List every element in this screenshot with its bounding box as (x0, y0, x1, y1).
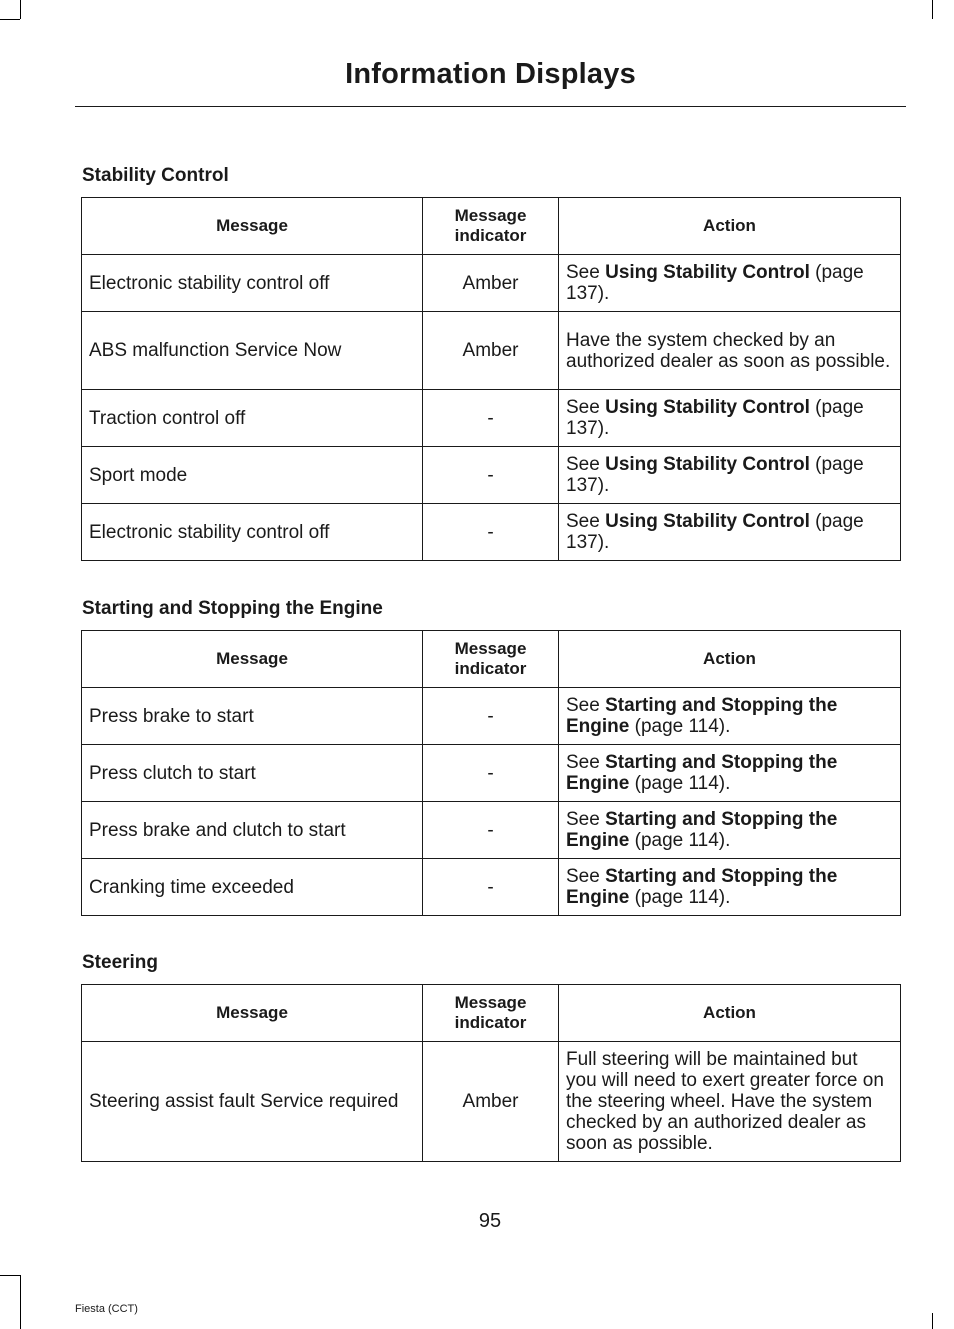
action-text: (page 114). (629, 887, 731, 908)
crop-mark (0, 1275, 20, 1276)
column-header-message: Message (82, 631, 423, 688)
column-header-indicator: Message indicator (423, 985, 559, 1042)
action-reference-link[interactable]: Starting and Stopping the Engine (566, 752, 838, 794)
action-text: See (566, 397, 606, 418)
table-row (82, 255, 901, 312)
table-row (82, 447, 901, 504)
action-reference-link[interactable]: Using Stability Control (605, 511, 810, 532)
action-text: Have the system checked by an authorized dealer as soon as possible. (566, 329, 891, 372)
action-cell (559, 504, 901, 561)
column-header-message: Message (82, 985, 423, 1042)
table-header-row (82, 985, 901, 1042)
indicator-cell: - (423, 504, 559, 561)
action-text: See (566, 262, 606, 283)
indicator-cell: Amber (423, 255, 559, 312)
message-cell: Cranking time exceeded (82, 859, 423, 916)
steering-table (81, 984, 901, 1162)
action-text: (page 137). (566, 262, 864, 304)
table-header-row (82, 631, 901, 688)
action-text: (page 137). (566, 454, 864, 496)
crop-mark (20, 1275, 21, 1329)
action-text: (page 137). (566, 397, 864, 439)
indicator-cell: - (423, 688, 559, 745)
action-reference-link[interactable]: Using Stability Control (605, 454, 810, 475)
column-header-action: Action (559, 631, 901, 688)
action-cell (559, 255, 901, 312)
action-text: Full steering will be maintained but you will need to exert greater force on the steering wheel. Have the system checked by an authorized dealer as soon as possible. (566, 1049, 884, 1154)
crop-mark (932, 1313, 933, 1329)
action-text: See (566, 454, 606, 475)
footer-model-label: Fiesta (CCT) (75, 1303, 138, 1315)
crop-mark (0, 19, 20, 20)
column-header-message: Message (82, 198, 423, 255)
table-row (82, 504, 901, 561)
indicator-cell: - (423, 859, 559, 916)
message-cell: Press brake and clutch to start (82, 802, 423, 859)
table-row (82, 688, 901, 745)
message-cell: ABS malfunction Service Now (82, 312, 423, 390)
title-divider (75, 106, 906, 107)
action-cell (559, 859, 901, 916)
table-row (82, 745, 901, 802)
action-text: (page 114). (629, 716, 731, 737)
action-text: (page 114). (629, 830, 731, 851)
column-header-indicator: Message indicator (423, 631, 559, 688)
indicator-cell: - (423, 390, 559, 447)
action-cell (559, 390, 901, 447)
table-header-row (82, 198, 901, 255)
action-text: See (566, 511, 606, 532)
action-text: (page 114). (629, 773, 731, 794)
indicator-cell: Amber (423, 1042, 559, 1162)
crop-mark (932, 0, 933, 19)
action-cell (559, 802, 901, 859)
table-row (82, 1042, 901, 1162)
table-row (82, 859, 901, 916)
table-row (82, 312, 901, 390)
indicator-cell: - (423, 745, 559, 802)
action-reference-link[interactable]: Using Stability Control (605, 262, 810, 283)
action-cell (559, 1042, 901, 1162)
section-heading-starting-stopping: Starting and Stopping the Engine (82, 598, 383, 619)
action-cell (559, 688, 901, 745)
crop-mark (20, 0, 21, 19)
action-text: See (566, 866, 606, 887)
action-cell (559, 447, 901, 504)
column-header-action: Action (559, 985, 901, 1042)
section-heading-steering: Steering (82, 952, 159, 973)
action-text: See (566, 695, 606, 716)
page-number: 95 (478, 1210, 502, 1232)
indicator-cell: - (423, 802, 559, 859)
action-reference-link[interactable]: Starting and Stopping the Engine (566, 809, 838, 851)
column-header-action: Action (559, 198, 901, 255)
action-text: See (566, 809, 606, 830)
action-cell (559, 312, 901, 390)
message-cell: Sport mode (82, 447, 423, 504)
indicator-cell: - (423, 447, 559, 504)
action-text: (page 137). (566, 511, 864, 553)
message-cell: Electronic stability control off (82, 504, 423, 561)
table-row (82, 802, 901, 859)
message-cell: Press brake to start (82, 688, 423, 745)
message-cell: Press clutch to start (82, 745, 423, 802)
message-cell: Traction control off (82, 390, 423, 447)
section-heading-stability-control: Stability Control (82, 165, 229, 186)
page-title: Information Displays (345, 58, 636, 90)
action-cell (559, 745, 901, 802)
message-cell: Electronic stability control off (82, 255, 423, 312)
starting-stopping-table (81, 630, 901, 916)
stability-control-table (81, 197, 901, 561)
action-text: See (566, 752, 606, 773)
message-cell: Steering assist fault Service required (82, 1042, 423, 1162)
action-reference-link[interactable]: Starting and Stopping the Engine (566, 866, 838, 908)
table-row (82, 390, 901, 447)
column-header-indicator: Message indicator (423, 198, 559, 255)
action-reference-link[interactable]: Starting and Stopping the Engine (566, 695, 838, 737)
indicator-cell: Amber (423, 312, 559, 390)
action-reference-link[interactable]: Using Stability Control (605, 397, 810, 418)
